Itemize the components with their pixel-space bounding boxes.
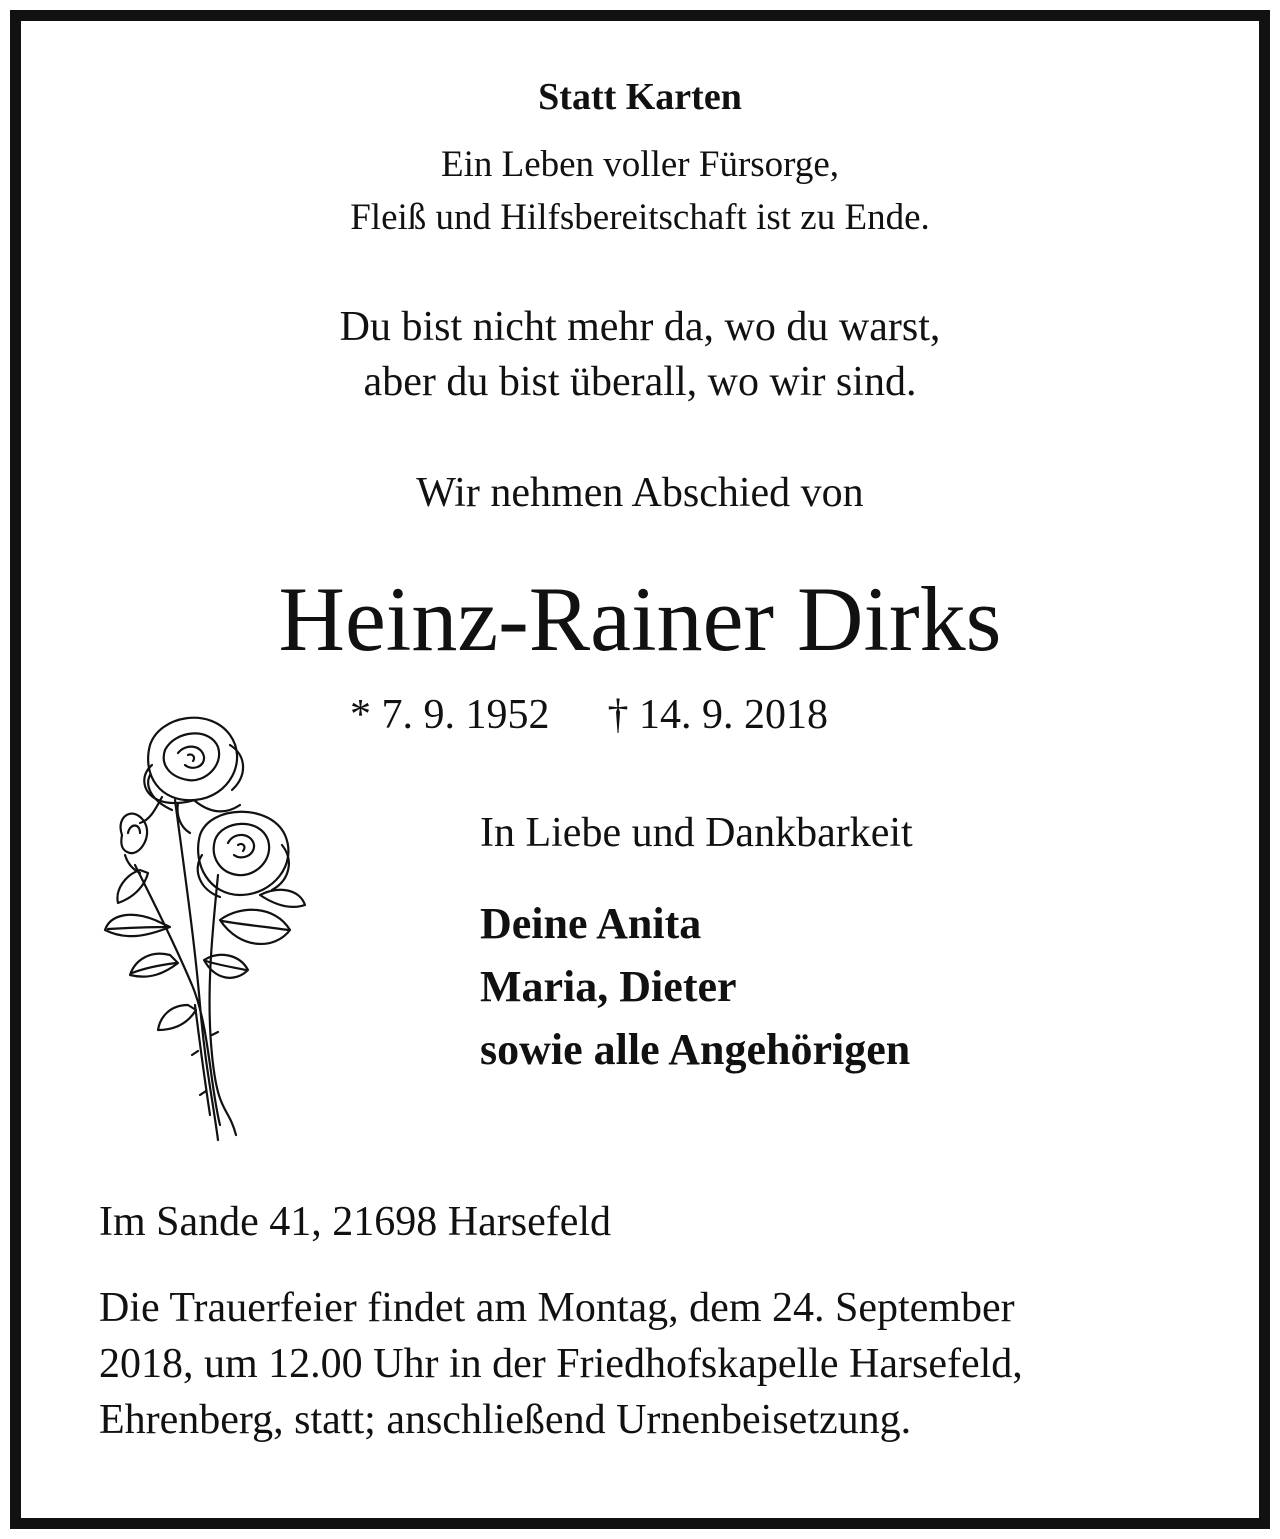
signature-line-1: Deine Anita [480, 899, 702, 948]
address-line: Im Sande 41, 21698 Harsefeld [99, 1199, 612, 1245]
signature-line-2: Maria, Dieter [480, 962, 737, 1011]
farewell-line: Wir nehmen Abschied von [416, 470, 864, 516]
service-line-1: Die Trauerfeier findet am Montag, dem 24. September [99, 1285, 1015, 1331]
death-date: † 14. 9. 2018 [607, 692, 828, 738]
life-dates [350, 694, 828, 736]
birth-date: * 7. 9. 1952 [350, 692, 550, 738]
service-line-2: 2018, um 12.00 Uhr in der Friedhofskapelle Harsefeld, [99, 1341, 1023, 1387]
service-line-3: Ehrenberg, statt; anschließend Urnenbeisetzung. [99, 1397, 912, 1443]
notice-heading: Statt Karten [538, 76, 742, 118]
verse2-line2: aber du bist überall, wo wir sind. [363, 359, 917, 405]
rose-illustration-icon [100, 705, 310, 1145]
thanks-line: In Liebe und Dankbarkeit [480, 810, 913, 856]
verse2-line1: Du bist nicht mehr da, wo du warst, [339, 304, 941, 350]
deceased-name: Heinz-Rainer Dirks [278, 568, 1002, 670]
verse1-line1: Ein Leben voller Fürsorge, [440, 144, 839, 185]
verse1-line2: Fleiß und Hilfsbereitschaft ist zu Ende. [350, 197, 930, 238]
signature-line-3: sowie alle Angehörigen [480, 1025, 911, 1074]
